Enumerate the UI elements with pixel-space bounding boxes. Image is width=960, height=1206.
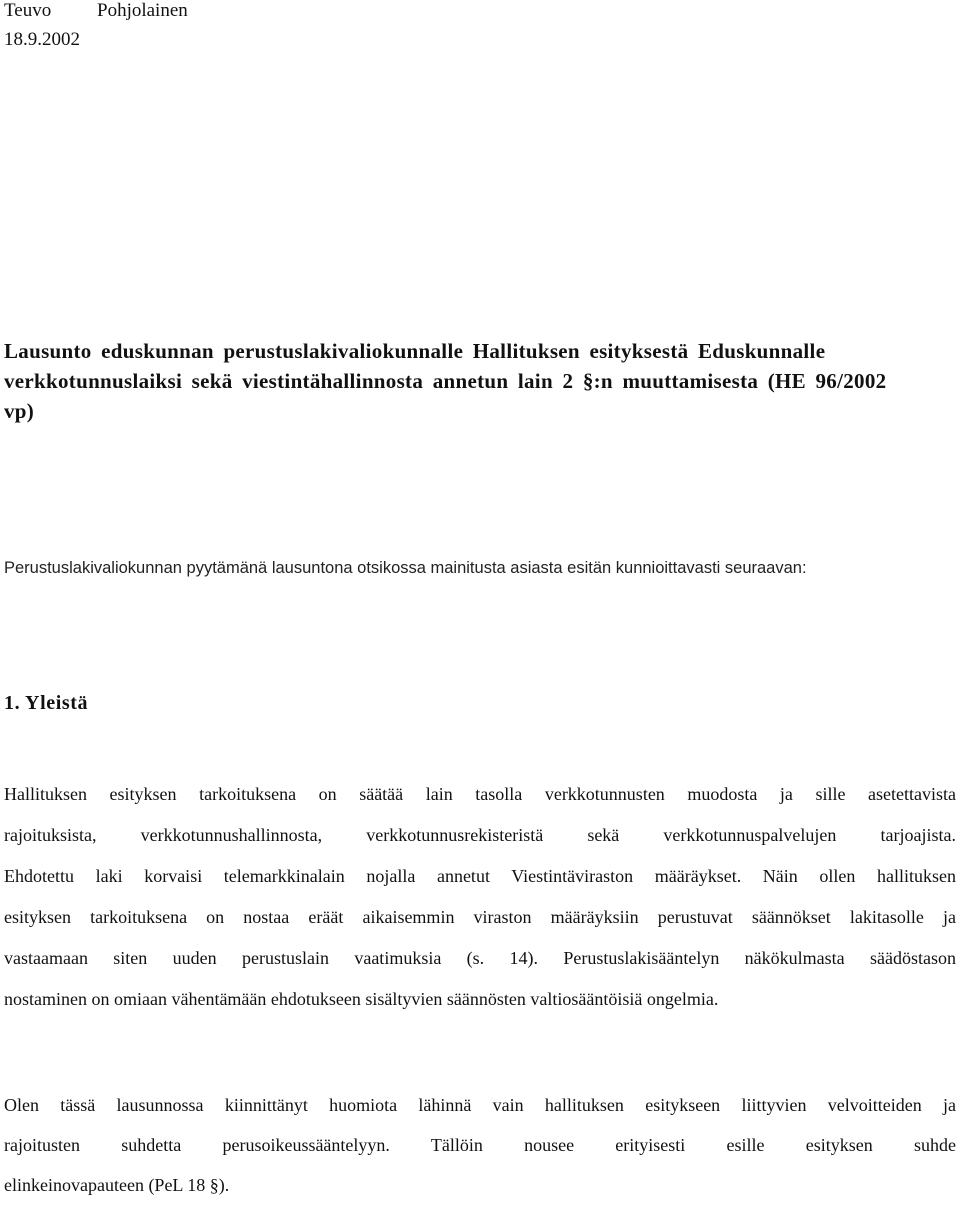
section-paragraph-2 — [4, 1085, 956, 1205]
intro-paragraph: Perustuslakivaliokunnan pyytämänä lausuntona otsikossa mainitusta asiasta esitän kunnioittavasti seuraavan: — [4, 559, 807, 577]
author-first-name: Teuvo — [4, 0, 52, 21]
paragraph-line: Ehdotettu laki korvaisi telemarkkinalain nojalla annetut Viestintäviraston määräykset. Näin ollen hallituksen — [4, 866, 956, 886]
paragraph-line: nostaminen on omiaan vähentämään ehdotukseen sisältyvien säännösten valtiosääntöisiä ongelmia. — [4, 989, 719, 1009]
paragraph-line: vastaamaan siten uuden perustuslain vaatimuksia (s. 14). Perustuslakisääntelyn näkökulmasta säädöstason — [4, 948, 956, 968]
author-name — [4, 0, 188, 22]
paragraph-line: esityksen tarkoituksena on nostaa eräät aikaisemmin viraston määräyksiin perustuvat säännökset lakitasolle ja — [4, 907, 956, 927]
paragraph-line: rajoitusten suhdetta perusoikeussääntelyyn. Tällöin nousee erityisesti esille esityksen suhde — [4, 1135, 956, 1155]
document-title-line-2: verkkotunnuslaiksi sekä viestintähallinnosta annetun lain 2 §:n muuttamisesta (HE 96/2002 — [4, 369, 887, 393]
document-date: 18.9.2002 — [4, 29, 80, 50]
document-title-line-1: Lausunto eduskunnan perustuslakivaliokunnalle Hallituksen esityksestä Eduskunnalle — [4, 339, 826, 363]
paragraph-line: elinkeinovapauteen (PeL 18 §). — [4, 1175, 230, 1195]
paragraph-line: Olen tässä lausunnossa kiinnittänyt huomiota lähinnä vain hallituksen esitykseen liittyvien velvoitteiden ja — [4, 1095, 956, 1115]
author-last-name: Pohjolainen — [97, 0, 188, 21]
paragraph-line: Hallituksen esityksen tarkoituksena on säätää lain tasolla verkkotunnusten muodosta ja sille asetettavista — [4, 784, 956, 804]
document-title-line-3: vp) — [4, 399, 35, 423]
section-heading: 1. Yleistä — [4, 692, 89, 714]
paragraph-line: rajoituksista, verkkotunnushallinnosta, verkkotunnusrekisteristä sekä verkkotunnuspalvelujen tarjoajista. — [4, 825, 956, 845]
section-paragraph-1 — [4, 774, 956, 1020]
